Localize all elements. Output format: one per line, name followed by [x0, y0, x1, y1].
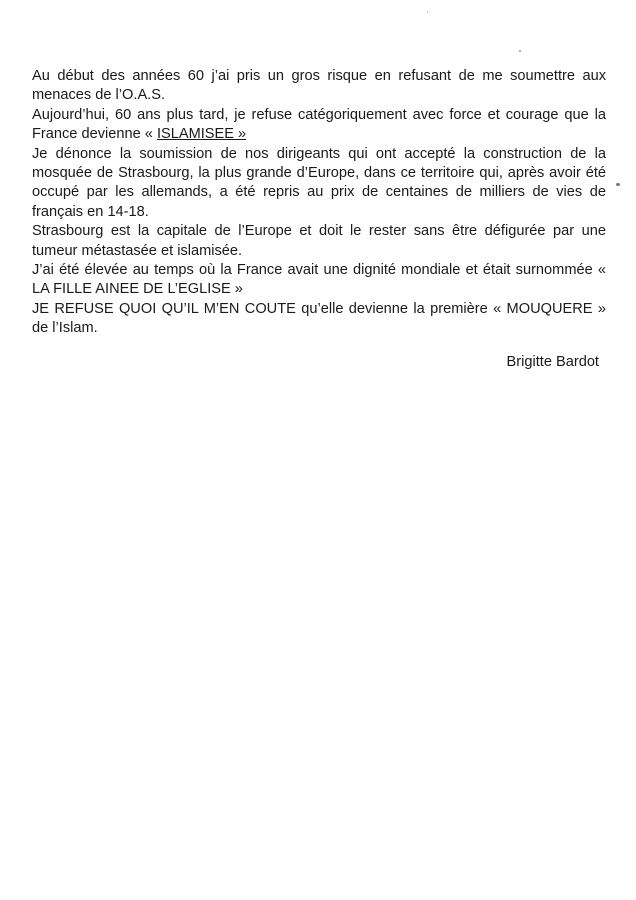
scan-speck [616, 183, 620, 186]
paragraph-refuse: JE REFUSE QUOI QU’IL M’EN COUTE qu’elle devienne la première « MOUQUERE » de l’Islam. [32, 300, 606, 337]
paragraph-oas: Au début des années 60 j’ai pris un gros risque en refusant de me soumettre aux menaces de l’O.A.S. [32, 68, 606, 104]
paragraph-strasbourg: Strasbourg est la capitale de l’Europe et doit le rester sans être défigurée par une tumeur métastasée et islamisée. [32, 223, 606, 259]
islamisee-underlined: ISLAMISEE » [156, 126, 247, 143]
paragraph-mosquee: Je dénonce la soumission de nos dirigeants qui ont accepté la construction de la mosquée de Strasbourg, la plus grande d’Europe, dans ce territoire qui, après avoir été occupé par les allemands, a été repris au prix de centaines de milliers de vies de français en 14-18. [32, 145, 606, 220]
letter-body [32, 67, 606, 339]
signature-name: Brigitte Bardot [506, 354, 599, 370]
scan-speck [427, 11, 428, 13]
paragraph-fille-ainee: J’ai été élevée au temps où la France avait une dignité mondiale et était surnommée « LA FILLE AINEE DE L’EGLISE » [32, 262, 606, 298]
paragraph-islamisee [32, 106, 606, 145]
scan-speck [519, 50, 521, 52]
paragraph-islamisee-text: Aujourd’hui, 60 ans plus tard, je refuse catégoriquement avec force et courage que la France devienne « [32, 106, 606, 143]
